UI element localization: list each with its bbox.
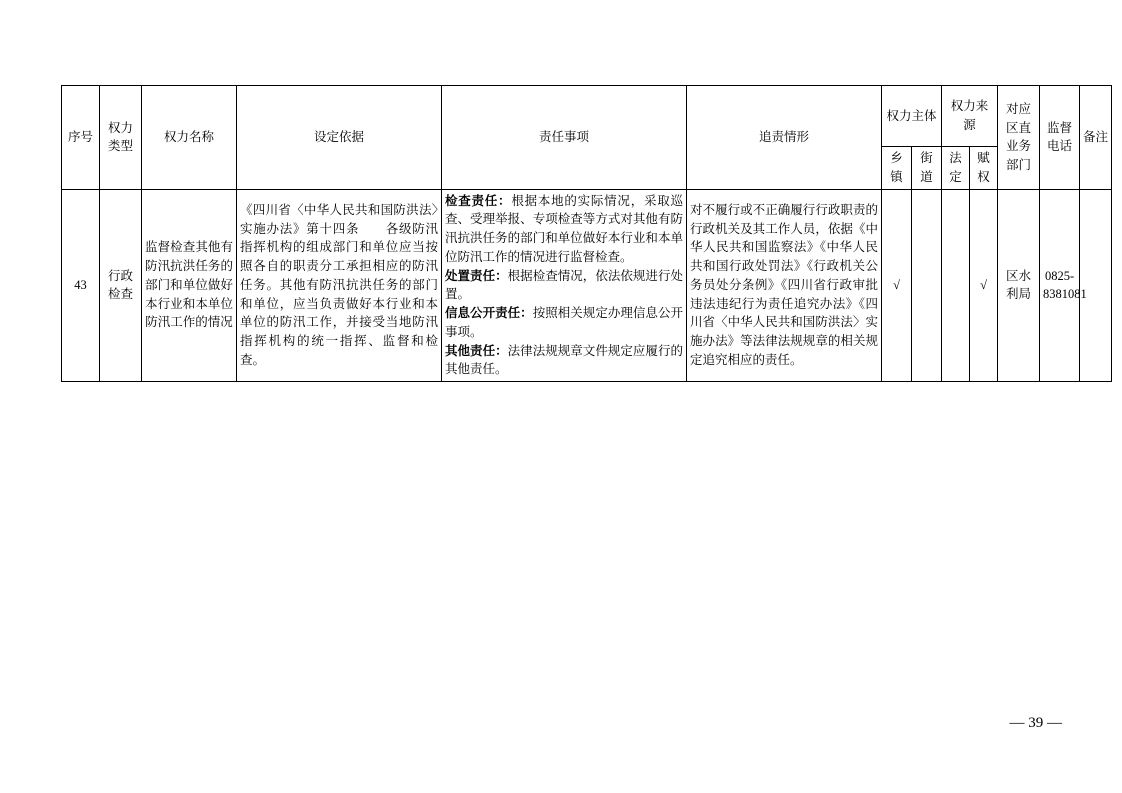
- header-subject-street: 街道: [912, 147, 942, 190]
- header-seq: 序号: [62, 86, 100, 190]
- cell-accountability: 对不履行或不正确履行行政职责的行政机关及其工作人员，依据《中华人民共和国监察法》《中华人民共和国行政处罚法》《行政机关公务员处分条例》《四川省行政审批违法违纪行为责任追究办法》《四川省〈中华人民共和国防洪法〉实施办法》等法律法规规章的相关规定追究相应的责任。: [687, 189, 882, 382]
- table-body: [62, 189, 1112, 382]
- duty-item: [445, 304, 683, 342]
- cell-subject-township: √: [882, 189, 912, 382]
- duty-item: [445, 192, 683, 267]
- cell-duty: [442, 189, 687, 382]
- duty-item: [445, 342, 683, 380]
- header-power-subject: 权力主体: [882, 86, 942, 147]
- table-header: [62, 86, 1112, 190]
- duty-text: 按照相关规定办理信息公开事项。: [445, 306, 683, 339]
- cell-phone: 0825-8381081: [1040, 189, 1080, 382]
- cell-basis: 《四川省〈中华人民共和国防洪法〉实施办法》第十四条 各级防汛指挥机构的组成部门和单位应当按照各自的职责分工承担相应的防汛任务。其他有防汛抗洪任务的部门和单位，应当负责做好本行业和本单位的防汛工作，并接受当地防汛指挥机构的统一指挥、监督和检查。: [237, 189, 442, 382]
- duty-text: 根据本地的实际情况，采取巡查、受理举报、专项检查等方式对其他有防汛抗洪任务的部门和单位做好本行业和本单位防汛工作的情况进行监督检查。: [445, 193, 683, 264]
- cell-business-dept: 区水利局: [998, 189, 1040, 382]
- duty-label: 检查责任：: [445, 193, 512, 208]
- duty-text: 根据检查情况，依法依规进行处置。: [445, 268, 683, 302]
- duty-item: [445, 267, 683, 305]
- header-power-type: 权力类型: [100, 86, 142, 190]
- header-accountability: 追责情形: [687, 86, 882, 190]
- header-source-delegated: 赋权: [970, 147, 998, 190]
- cell-subject-street: [912, 189, 942, 382]
- header-business-dept: 对应区直业务部门: [998, 86, 1040, 190]
- cell-seq: 43: [62, 189, 100, 382]
- cell-source-statutory: [942, 189, 970, 382]
- table-row: [62, 189, 1112, 382]
- header-duty: 责任事项: [442, 86, 687, 190]
- duty-label: 信息公开责任：: [445, 306, 533, 320]
- page-number: — 39 —: [1009, 715, 1062, 731]
- power-list-table: [61, 85, 1112, 382]
- header-basis: 设定依据: [237, 86, 442, 190]
- duty-text: 法律法规规章文件规定应履行的其他责任。: [445, 343, 683, 377]
- cell-power-type: 行政检查: [100, 189, 142, 382]
- header-source-statutory: 法定: [942, 147, 970, 190]
- header-power-source: 权力来源: [942, 86, 998, 147]
- cell-source-delegated: √: [970, 189, 998, 382]
- header-phone: 监督电话: [1040, 86, 1080, 190]
- header-subject-township: 乡镇: [882, 147, 912, 190]
- header-remark: 备注: [1080, 86, 1112, 190]
- duty-label: 其他责任：: [445, 343, 508, 358]
- cell-power-name: 监督检查其他有防汛抗洪任务的部门和单位做好本行业和本单位防汛工作的情况: [142, 189, 237, 382]
- header-power-name: 权力名称: [142, 86, 237, 190]
- cell-remark: [1080, 189, 1112, 382]
- duty-label: 处置责任：: [445, 268, 508, 283]
